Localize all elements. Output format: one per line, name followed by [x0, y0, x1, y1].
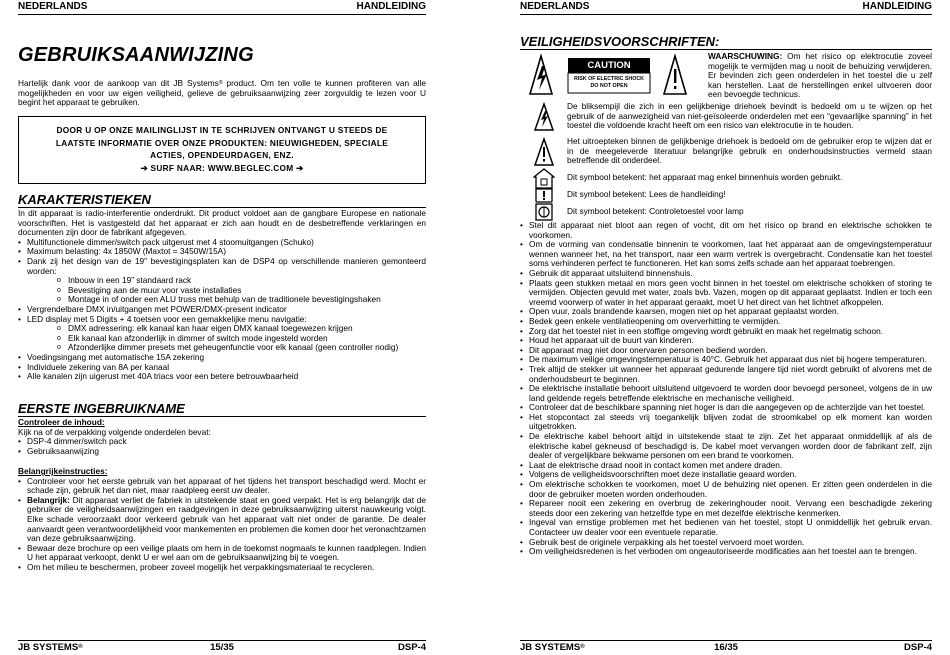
- list-item: • De elektrische kabel behoort altijd in uitstekende staat te zijn. Zet het apparaat onmiddellijk af als de elektrische kabel gekneusd of beschadigd is. De kabel moet vervangen worden door de fabrikant zelf, zijn dealer of vergelijkbare bekwame personen om een brand te voorkomen.: [520, 432, 932, 461]
- mailinglist-box: [18, 116, 426, 184]
- features-list: [18, 238, 426, 276]
- list-item: • Gebruik best de originele verpakking als het toestel vervoerd moet worden.: [520, 538, 932, 548]
- list-item: o Afzonderlijke dimmer presets met geheugenfunctie voor elk kanaal (geen controller nodig): [18, 343, 426, 353]
- list-item: • Bedek geen enkele ventilatieopening om oververhitting te vermijden.: [520, 317, 932, 327]
- footer-page-number: 15/35: [210, 642, 234, 653]
- page-header: [520, 0, 932, 15]
- list-item: • Dank zij het design van de 19” bevestigingsplaten kan de DSP4 op verschillende manieren gemonteerd worden:: [18, 257, 426, 276]
- left-page: [18, 0, 426, 654]
- exclamation-explanation: Het uitroepteken binnen de gelijkbenige driehoek is bedoeld om de gebruiker erop te wijzen dat er in de meegeleverde literatuur belangrijke gebruik en onderhoudsinstructies vermeld staan betreffende dit onderdeel.: [567, 136, 932, 166]
- footer-model: DSP-4: [904, 642, 932, 653]
- intro-paragraph: Hartelijk dank voor de aankoop van dit JB Systems® product. Om ten volle te kunnen profiteren van alle mogelijkheden en voor uw eigen veiligheid, gelieve de gebruiksaanwijzing zeer zorgvuldig te lezen voor U begint het apparaat te gebruiken.: [18, 78, 426, 108]
- caution-text: CAUTION: [587, 60, 631, 71]
- caution-label: [528, 52, 688, 98]
- list-item: • Gebruik dit apparaat uitsluitend binnenshuis.: [520, 269, 932, 279]
- list-item: • Individuele zekering van 8A per kanaal: [18, 363, 426, 373]
- list-item: • Controleer voor het eerste gebruik van het apparaat of het tijdens het transport beschadigd werd. Mocht er schade zijn, gebruik het dan niet, maar raadpleeg eerst uw dealer.: [18, 477, 426, 496]
- footer-model: DSP-4: [398, 642, 426, 653]
- footer-page-number: 16/35: [714, 642, 738, 653]
- list-item: • De elektrische installatie behoort uitsluitend uitgevoerd te worden door bevoegd personeel, volgens de in uw land geldende regels betreffende elektrische en mechanische veiligheid.: [520, 384, 932, 403]
- caution-sub: DO NOT OPEN: [590, 83, 628, 89]
- lightning-triangle-icon: [534, 102, 554, 132]
- page-footer: [520, 640, 932, 655]
- symbol-read-text: Dit symbool betekent: Lees de handleiding!: [567, 189, 726, 199]
- list-item: • Gebruiksaanwijzing: [18, 447, 426, 457]
- list-item: • Bewaar deze brochure op een veilige plaats om hem in de toekomst nogmaals te kunnen raadplegen. Indien U het apparaat verkoopt, denkt U er wel aan om de gebruiksaanwijzing bij te voegen.: [18, 544, 426, 563]
- list-item: • DSP-4 dimmer/switch pack: [18, 437, 426, 447]
- features-list: [18, 353, 426, 382]
- list-item: • Open vuur, zoals brandende kaarsen, mogen niet op het apparaat geplaatst worden.: [520, 307, 932, 317]
- lightning-explanation: De bliksempijl die zich in een gelijkbenige driehoek bevindt is bedoeld om u te wijzen op het gebruik of de aanwezigheid van niet-geïsoleerde onderdelen met een “gevaarlijke spanning” in het toestel die voldoende kracht heeft om een risico van elektrocutie in te houden.: [567, 101, 932, 131]
- caution-sub: RISK OF ELECTRIC SHOCK: [573, 76, 645, 82]
- list-item: • Alle kanalen zijn uigerust met 40A triacs voor een betere betrouwbaarheid: [18, 372, 426, 382]
- warning-paragraph: WAARSCHUWING: Om het risico op elektrocutie zoveel mogelijk te vermijden mag u nooit de behuizing verwijderen. Er bevinden zich geen onderdelen in het toestel die u zelf kan herstellen. Laat de herstellingen enkel uitvoeren door een bevoegde technicus.: [708, 51, 932, 100]
- features-intro: In dit apparaat is radio-interferentie onderdrukt. Dit product voldoet aan de gangbare Europese en nationale voorschriften. Het is vastgesteld dat het apparaat er zich aan houdt en de desbetreffende verklaringen en documenten zijn door de fabrikant afgegeven.: [18, 208, 426, 238]
- features-block: [18, 209, 426, 382]
- section-title-eerste-ingebruikname: EERSTE INGEBRUIKNAME: [18, 401, 426, 417]
- symbol-lamp-text: Dit symbool betekent: Controletoestel voor lamp: [567, 206, 744, 216]
- footer-brand: JB SYSTEMS®: [520, 642, 585, 653]
- lightning-triangle-icon: [528, 52, 688, 98]
- menu-options-list: [18, 324, 426, 353]
- list-item: • LED display met 5 Digits + 4 toetsen voor een gemakkelijke menu navigatie:: [18, 315, 426, 325]
- list-item: • Vergrendelbare DMX in/uitgangen met POWER/DMX-present indicator: [18, 305, 426, 315]
- list-item: o Elk kanaal kan afzonderlijk in dimmer of switch mode ingesteld worden: [18, 334, 426, 344]
- list-item: o Montage in of onder een ALU truss met behulp van de traditionele bevestigingshaken: [18, 295, 426, 305]
- section-title-karakteristieken: KARAKTERISTIEKEN: [18, 192, 426, 208]
- mailinglist-url: ➔ SURF NAAR: WWW.BEGLEC.COM ➔: [140, 162, 304, 173]
- list-item: • Om het milieu te beschermen, probeer zoveel mogelijk het verpakkingsmateriaal te recycleren.: [18, 563, 426, 573]
- header-title: HANDLEIDING: [862, 1, 932, 12]
- list-item: • Volgens de veiligheidsvoorschriften moet deze installatie geaard worden.: [520, 470, 932, 480]
- list-item: • Plaats geen stukken metaal en mors geen vocht binnen in het toestel om elektrische schokken of storing te vermijden. Objecten gevuld met water, zoals bvb. Vazen, mogen op dit apparaat geplaatst. Indien er toch een vreemd voorwerp of water in het apparaat geraakt, moet U het direct van het lichtnet afkoppelen.: [520, 279, 932, 308]
- list-item: • Het stopcontact zal steeds vrij toegankelijk blijven zodat de stroomkabel op elk moment kan worden uitgetrokken.: [520, 413, 932, 432]
- list-item: • Belangrijk: Dit apparaat verliet de fabriek in uitstekende staat en goed verpakt. Het is erg belangrijk dat de gebruiker de veiligheidsaanwijzingen en raadgevingen in deze gebruiksaanwijzing uiterst nauwkeurig volgt. Elke schade veroorzaakt door verkeerd gebruik van het apparaat valt niet onder de garantie. De dealer aanvaardt geen verantwoordelijkheid voor mankementen en problemen die komen door het veronachtzamen van deze gebruiksaanwijzing.: [18, 496, 426, 544]
- list-item: • Om de vorming van condensatie binnenin te voorkomen, laat het apparaat aan de omgevingstemperatuur wennen wanneer het, na het transport, naar een warm vertrek is overgebracht. Condensatie kan het toestel soms verhinderen perfect te functioneren. Het kan soms zelfs schade aan het apparaat toebrengen.: [520, 240, 932, 269]
- footer-brand: JB SYSTEMS®: [18, 642, 83, 653]
- warning-triangle-icon: [534, 137, 554, 167]
- symbol-indoor-text: Dit symbool betekent: het apparaat mag enkel binnenhuis worden gebruikt.: [567, 172, 843, 182]
- safety-rules-list: [520, 221, 932, 557]
- instructions-list: [18, 477, 426, 573]
- right-page: [520, 0, 932, 654]
- list-item: • Zorg dat het toestel niet in een stoffige omgeving wordt gebruikt en maak het regelmatig schoon.: [520, 327, 932, 337]
- instructions-block: [18, 467, 426, 573]
- list-item: • De maximum veilige omgevingstemperatuur is 40°C. Gebruik het apparaat dus niet bij hogere temperaturen.: [520, 355, 932, 365]
- instructions-heading: Belangrijkeinstructies:: [18, 466, 108, 476]
- mailinglist-line: LAATSTE INFORMATIE OVER ONZE PRODUKTEN: NIEUWIGHEDEN, SPECIALE: [55, 137, 389, 148]
- list-item: • Controleer dat de beschikbare spanning niet hoger is dan die aangegeven op de achterzijde van het toestel.: [520, 403, 932, 413]
- section-title-veiligheid: VEILIGHEIDSVOORSCHRIFTEN:: [520, 34, 932, 50]
- list-item: • Voedingsingang met automatische 15A zekering: [18, 353, 426, 363]
- page-header: [18, 0, 426, 15]
- list-item: • Maximum belasting: 4x 1850W (Maxtot = 3450W/15A): [18, 247, 426, 257]
- list-item: • Om veiligheidsredenen is het verboden om ongeautoriseerde modificaties aan het toestel aan te brengen.: [520, 547, 932, 557]
- lamp-control-icon: [534, 202, 554, 222]
- mount-options-list: [18, 276, 426, 305]
- list-item: • Repareer nooit een zekering en overbrug de zekeringhouder nooit. Vervang een beschadigde zekering steeds door een zekering van hetzelfde type en met dezelfde elektrische kenmerken.: [520, 499, 932, 518]
- header-language: NEDERLANDS: [520, 1, 590, 12]
- mailinglist-line: ACTIES, OPENDEURDAGEN, ENZ.: [150, 150, 294, 160]
- list-item: o Inbouw in een 19” standaard rack: [18, 276, 426, 286]
- features-list: [18, 305, 426, 324]
- contents-list: [18, 437, 426, 456]
- list-item: • Ingeval van ernstige problemen met het bedienen van het toestel, stopt U onmiddellijk het gebruik ervan. Contacteer uw dealer voor een eventuele reparatie.: [520, 518, 932, 537]
- list-item: • Stel dit apparaat niet bloot aan regen of vocht, dit om het risico op brand en elektrische schokken te voorkomen.: [520, 221, 932, 240]
- list-item: • Laat de elektrische draad nooit in contact komen met andere draden.: [520, 461, 932, 471]
- list-item: o Bevestiging aan de muur voor vaste installaties: [18, 286, 426, 296]
- contents-intro: Kijk na of de verpakking volgende onderdelen bevat:: [18, 426, 211, 437]
- main-title: GEBRUIKSAANWIJZING: [18, 44, 254, 66]
- list-item: o DMX adressering: elk kanaal kan haar eigen DMX kanaal toegewezen krijgen: [18, 324, 426, 334]
- list-item: • Om elektrische schokken te voorkomen, moet U de behuizing niet openen. Er zitten geen onderdelen in die door de gebruiker moeten worden onderhouden.: [520, 480, 932, 499]
- page-footer: [18, 640, 426, 655]
- list-item: • Trek altijd de stekker uit wanneer het apparaat gedurende langere tijd niet wordt gebruikt of alvorens met de onderhoudsbeurt te beginnen.: [520, 365, 932, 384]
- contents-block: [18, 418, 426, 456]
- contents-heading: Controleer de inhoud:: [18, 417, 105, 427]
- list-item: • Houd het apparaat uit de buurt van kinderen.: [520, 336, 932, 346]
- mailinglist-line: DOOR U OP ONZE MAILINGLIJST IN TE SCHRIJVEN ONTVANGT U STEEDS DE: [56, 125, 388, 135]
- header-language: NEDERLANDS: [18, 1, 88, 12]
- list-item: • Dit apparaat mag niet door onervaren personen bediend worden.: [520, 346, 932, 356]
- list-item: • Multifunctionele dimmer/switch pack uitgerust met 4 stoomuitgangen (Schuko): [18, 238, 426, 248]
- header-title: HANDLEIDING: [356, 1, 426, 12]
